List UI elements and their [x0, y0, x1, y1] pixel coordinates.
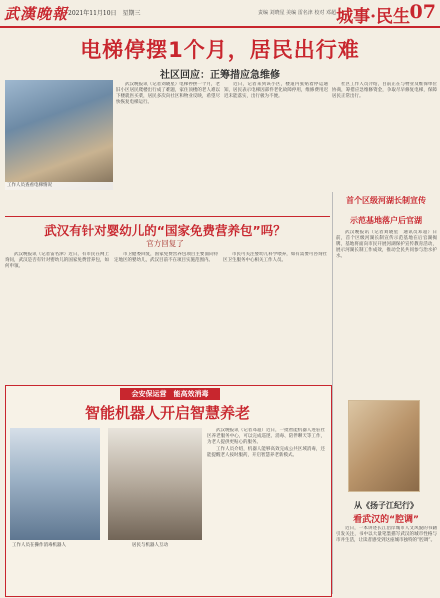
book-cover-image [348, 400, 420, 492]
article2-column-1 [5, 252, 109, 380]
newspaper-logo: 武漢晚報 [4, 5, 69, 23]
feature-para-2: 工作人员介绍，机器人能够高效完成公共区域消毒，还能提醒老人按时服药，开启智慧养老新模式。 [207, 447, 325, 458]
river-story-title-line1: 首个区级河湖长制宣传 [346, 196, 426, 205]
article2-para-1: 武汉晚报讯（记者雷名津）近日，有市民在网上询问，武汉是否有针对婴幼儿的国家免费营养包，如何申领。 [5, 252, 109, 269]
river-story-body [336, 230, 437, 395]
subheadline-elevator: 社区回应：正筹措应急维修 [160, 70, 280, 81]
river-story-title-line2: 示范基地落户后官湖 [350, 216, 422, 225]
article1-column-2 [224, 82, 328, 214]
robot-photo-left [10, 428, 100, 540]
article2-column-2 [114, 252, 218, 380]
river-story-para: 武汉晚报讯（记者刘晓星 通讯员邓超）日前，首个区级河湖长制宣传示范基地在后官湖揭牌，基地将面向市民开展河湖保护宣传教育活动，展示河湖长制工作成效，推动全民共同参与治水护水。 [336, 230, 437, 259]
headline-robot: 智能机器人开启智慧养老 [84, 404, 250, 422]
feature-para-1: 武汉晚报讯（记者邓超）近日，一批智能机器人进驻社区养老服务中心，可以完成巡逻、消毒、陪伴聊天等工作，为老人提供更贴心的服务。 [207, 428, 325, 445]
article1-column-1 [116, 82, 220, 214]
article2-para-2: 市卫健委回复，国家免费营养包项目主要面向特定地区的婴幼儿，武汉目前不在项目实施范围内。 [114, 252, 218, 263]
article2-para-3: 市民可关注婴幼儿科学喂养，如有需要可咨询社区卫生服务中心相关工作人员。 [223, 252, 327, 263]
article1-column-3 [332, 82, 437, 190]
editor-credits: 责编 刘晓星 美编 雷名津 校对 邓超 [258, 10, 336, 16]
article1-para-1: 武汉晚报讯（记者刘晓星）电梯停摆一个月，老旧小区居民爬楼出行成了难题，家住顶楼的老人难以下楼就医买菜，居民多次向社区和物业反映，希望尽快恢复电梯运行。 [116, 82, 220, 105]
feature-tag: 会安保运营 能高效消毒 [120, 388, 220, 400]
article1-para-2: 近日，记者来到该小区，楼道内张贴着停运通知，居民表示电梯因部件老化故障停用，维修费用迟迟未能落实，出行极为不便。 [224, 82, 328, 99]
subheadline-nutrition: 官方回复了 [146, 239, 184, 248]
page-number: 07 [409, 1, 436, 23]
elevator-photo-caption: 工作人员查看电梯情况 [5, 182, 113, 190]
robot-photo-right-caption: 居民与机器人互动 [132, 543, 168, 548]
feature-column-1 [207, 428, 325, 588]
elevator-photo [5, 80, 113, 190]
page-header [0, 0, 440, 28]
section-name: 城事·民生 [336, 7, 410, 27]
issue-date: 2021年11月10日 星期三 [68, 10, 141, 17]
book-story-para: 近日，一本讲述长江沿岸城市人文风貌的书籍引发关注，书中以大量笔墨描写武汉的城市性格与市井生活，让读者感受到这座城市独特的“腔调”。 [336, 526, 437, 543]
headline-nutrition: 武汉有针对婴幼儿的“国家免费营养包”吗？ [44, 223, 286, 238]
book-story-title-line1: 从《扬子江纪行》 [354, 501, 418, 510]
article1-para-3: 社区工作人员介绍，目前正在与物业及维保单位协商，筹措应急维修资金，争取尽早修复电梯，保障居民正常出行。 [332, 82, 437, 99]
robot-photo-right [108, 428, 202, 540]
headline-elevator: 电梯停摆1个月，居民出行难 [80, 38, 360, 62]
book-story-body [336, 526, 437, 594]
book-story-title-line2: 看武汉的“腔调” [353, 515, 419, 525]
article2-column-3 [223, 252, 327, 380]
column-divider [332, 192, 333, 594]
robot-photo-left-caption: 工作人员在操作消毒机器人 [12, 543, 66, 548]
divider-line [5, 216, 330, 217]
